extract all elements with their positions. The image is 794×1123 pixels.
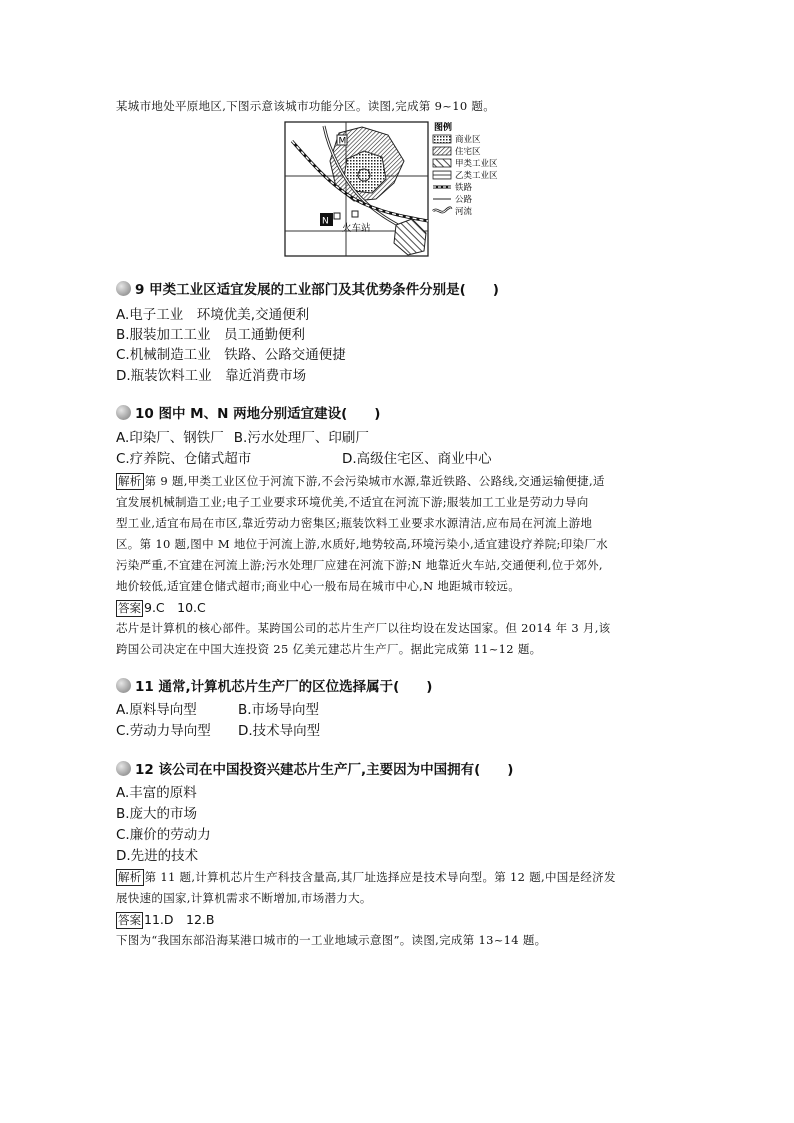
svg-text:N: N [322,216,329,227]
q11-option-b: B.市场导向型 [238,702,320,718]
question-10 [116,402,380,422]
q10-option-a: A.印染厂、钢铁厂 [116,430,224,446]
legend-swatch-class-b [433,171,451,179]
legend-title: 图例 [434,123,453,133]
question-9-stem: 9 甲类工业区适宜发展的工业部门及其优势条件分别是( ) [135,282,499,298]
question-10-stem: 10 图中 M、N 两地分别适宜建设( ) [135,406,381,422]
analysis-11-12-line-2: 展快速的国家,计算机需求不断增加,市场潜力大。 [116,891,372,905]
q10-option-row-2 [116,449,492,470]
answer-tag: 答案 [118,913,141,927]
answer-tag: 答案 [118,601,141,615]
q12-option-c: C.廉价的劳动力 [116,827,211,843]
q9-option-b: B.服装加工工业 员工通勤便利 [116,327,306,343]
q9-option-c: C.机械制造工业 铁路、公路交通便捷 [116,347,346,363]
svg-text:住宅区: 住宅区 [455,147,481,157]
q12-option-a: A.丰富的原料 [116,785,197,801]
q10-option-row-1 [116,428,369,449]
question-11 [116,675,432,695]
q11-option-d: D.技术导向型 [238,723,321,739]
q9-option-d: D.瓶装饮料工业 靠近消费市场 [116,368,307,384]
legend [433,134,498,217]
svg-text:公路: 公路 [455,195,473,205]
analysis-tag: 解析 [118,870,142,884]
question-12-stem: 12 该公司在中国投资兴建芯片生产厂,主要因为中国拥有( ) [135,762,514,778]
analysis-9-10-line-5: 污染严重,不宜建在河流上游;污水处理厂应建在河流下游;N 地靠近火车站,交通便利,位于郊外, [116,558,603,572]
question-bullet-icon [116,761,131,776]
q10-option-b: B.污水处理厂、印刷厂 [233,430,369,446]
station-label: 火车站 [342,223,371,234]
analysis-tag: 解析 [118,474,142,488]
intro-13-14: 下图为“我国东部沿海某港口城市的一工业地域示意图”。读图,完成第 13~14 题。 [116,933,547,947]
analysis-11-12-line-1: 解析 第 11 题,计算机芯片生产科技含量高,其厂址选择应是技术导向型。第 12 题,中国是经济发 [118,870,616,884]
legend-swatch-residential [433,147,451,155]
q11-option-row-1 [116,700,319,721]
question-bullet-icon [116,405,131,420]
intro-11-12-line-2: 跨国公司决定在中国大连投资 25 亿美元建芯片生产厂。据此完成第 11~12 题。 [116,642,542,656]
q11-option-a: A.原料导向型 [116,702,197,718]
legend-swatch-class-a [433,159,451,167]
q11-option-c: C.劳动力导向型 [116,723,211,739]
svg-text:甲类工业区: 甲类工业区 [455,159,498,169]
analysis-9-10-line-2: 宜发展机械制造工业;电子工业要求环境优美,不适宜在河流下游;服装加工工业是劳动力导向 [116,495,589,509]
q12-option-b: B.庞大的市场 [116,806,198,822]
question-bullet-icon [116,281,131,296]
legend-swatch-commercial [433,135,451,143]
intro-11-12-line-1: 芯片是计算机的核心部件。某跨国公司的芯片生产厂以往均设在发达国家。但 2014 年 3 月,该 [116,621,611,635]
answer-9-10: 答案 9.C 10.C [118,600,206,615]
svg-text:M: M [338,136,347,147]
intro-text-9-10: 某城市地处平原地区,下图示意该城市功能分区。读图,完成第 9~10 题。 [116,99,496,113]
question-bullet-icon [116,678,131,693]
question-12 [116,758,513,778]
q11-option-row-2 [116,721,320,742]
q10-option-d: D.高级住宅区、商业中心 [342,451,492,467]
q12-option-d: D.先进的技术 [116,848,199,864]
analysis-9-10-line-3: 型工业,适宜布局在市区,靠近劳动力密集区;瓶装饮料工业要求水源清洁,应布局在河流上游地 [116,516,593,530]
svg-text:河流: 河流 [455,207,473,217]
city-function-map [284,121,516,257]
svg-text:乙类工业区: 乙类工业区 [455,171,498,181]
question-11-stem: 11 通常,计算机芯片生产厂的区位选择属于( ) [135,679,433,695]
svg-text:铁路: 铁路 [455,183,473,193]
svg-text:商业区: 商业区 [455,135,481,145]
q10-option-c: C.疗养院、仓储式超市 [116,451,252,467]
analysis-9-10-line-6: 地价较低,适宜建仓储式超市;商业中心一般布局在城市中心,N 地距城市较远。 [116,579,520,593]
question-9 [116,278,499,298]
q9-option-a: A.电子工业 环境优美,交通便利 [116,307,310,323]
analysis-9-10-line-1: 解析 第 9 题,甲类工业区位于河流下游,不会污染城市水源,靠近铁路、公路线,交通运输便捷,适 [118,474,605,488]
answer-11-12: 答案 11.D 12.B [118,912,215,927]
analysis-9-10-line-4: 区。第 10 题,图中 M 地位于河流上游,水质好,地势较高,环境污染小,适宜建设疗养院;印染厂水 [116,537,608,551]
